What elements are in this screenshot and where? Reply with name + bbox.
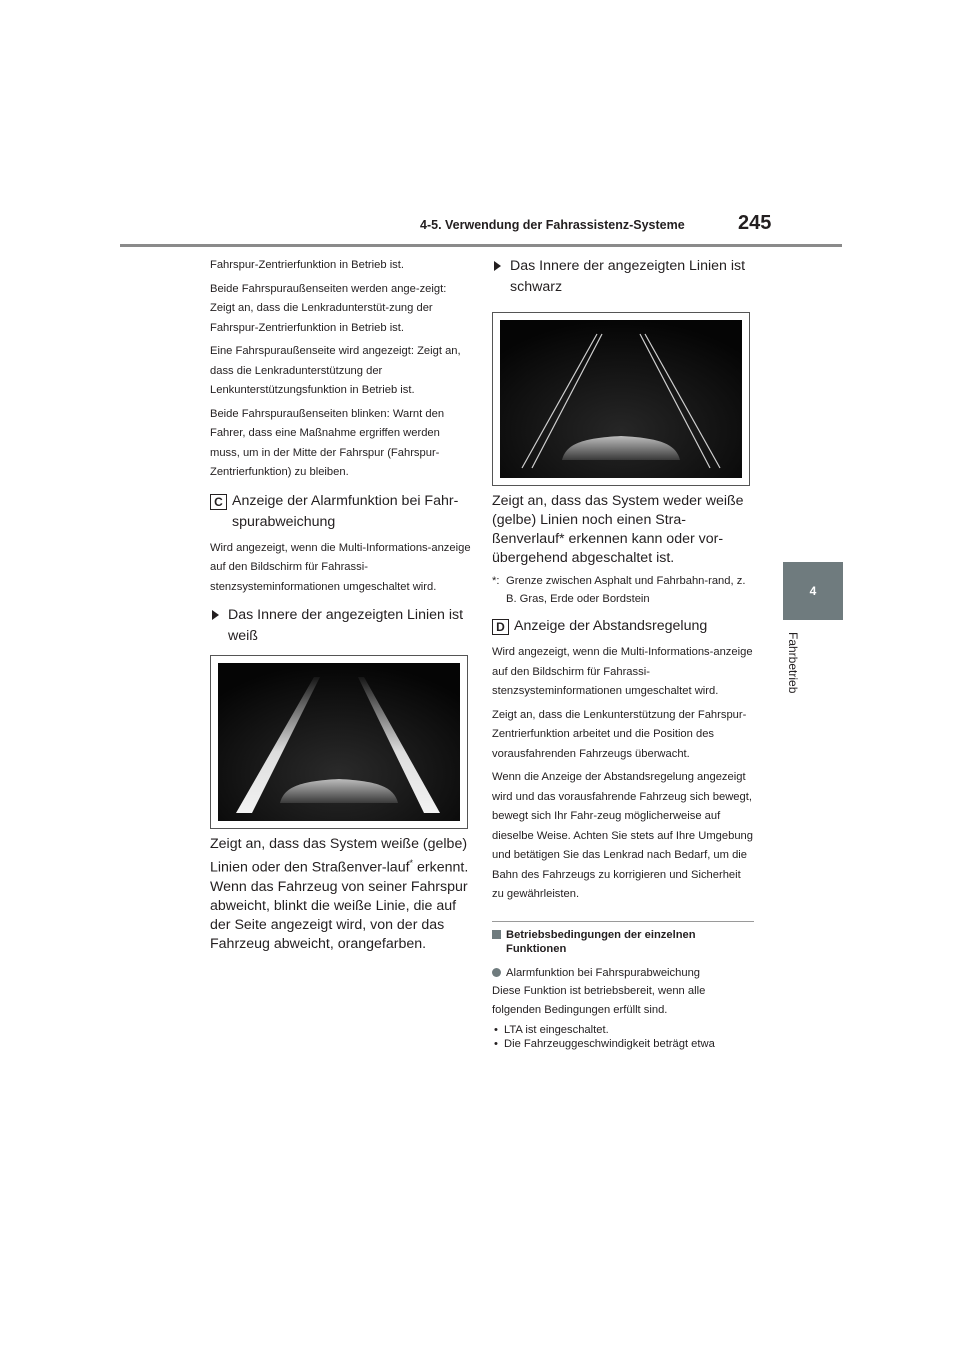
chapter-label: Fahrbetrieb: [786, 632, 800, 694]
caption-white-lines: Zeigt an, dass das System weiße (gelbe) Linien oder den Straßenver-lauf* erkennt. Wenn das Fahrzeug von seiner Fahrspur abweicht, blinkt die weiße Linie, die auf der Seite angezeigt wird, von der das Fahrzeug abweicht, orangefarben.: [210, 836, 469, 952]
lane-display-black-graphic: [500, 320, 742, 478]
paragraph: Zeigt an, dass die Lenkunterstützung der Fahrspur-Zentrierfunktion arbeitet und die Position des vorausfahrenden Fahrzeugs überwacht.: [492, 708, 747, 760]
square-bullet-icon: [492, 930, 501, 939]
left-column: [210, 256, 472, 954]
page-number: 245: [738, 212, 772, 234]
paragraph: Wird angezeigt, wenn die Multi-Informations-anzeige auf den Bildschirm für Fahrassi-stenzsysteminformationen umgeschaltet wird.: [210, 541, 471, 593]
paragraph: Fahrspur-Zentrierfunktion in Betrieb ist.: [210, 259, 404, 271]
circle-bullet-icon: [492, 968, 501, 977]
lane-display-white-graphic: [218, 663, 460, 821]
section-d-title: Anzeige der Abstandsregelung: [514, 618, 708, 634]
section-c-heading: [210, 491, 472, 533]
footnote: *: Grenze zwischen Asphalt und Fahrbahn-rand, z. B. Gras, Erde oder Bordstein: [492, 575, 746, 605]
conditions-item: Alarmfunktion bei Fahrspurabweichung: [492, 964, 754, 982]
conditions-heading: Betriebsbedingungen der einzelnen Funktionen: [492, 928, 754, 956]
section-d-heading: [492, 616, 754, 637]
bullet-black-lines: Das Innere der angezeigten Linien ist schwarz: [492, 256, 754, 298]
section-c-letter: C: [210, 494, 227, 510]
section-divider: [492, 921, 754, 922]
chapter-number: 4: [809, 584, 817, 598]
header-rule: [120, 244, 842, 247]
triangle-bullet-icon: [494, 261, 501, 271]
paragraph: Wird angezeigt, wenn die Multi-Informations-anzeige auf den Bildschirm für Fahrassi-stenzsysteminformationen umgeschaltet wird.: [492, 646, 753, 697]
section-title: 4-5. Verwendung der Fahrassistenz-Systeme: [420, 218, 685, 232]
section-d-letter: D: [492, 619, 509, 635]
paragraph: Beide Fahrspuraußenseiten werden ange-zeigt: Zeigt an, dass die Lenkradunterstüt-zung der Fahrspur-Zentrierfunktion in Betrieb ist.: [210, 282, 447, 334]
paragraph: Beide Fahrspuraußenseiten blinken: Warnt den Fahrer, dass eine Maßnahme ergriffen werden muss, um in der Mitte der Fahrspur (Fahrspur-Zentrierfunktion) zu bleiben.: [210, 407, 445, 478]
caption-black-lines: Zeigt an, dass das System weder weiße (gelbe) Linien noch einen Stra-ßenverlauf* erkennen kann oder vor-übergehend abgeschaltet ist.: [492, 493, 744, 566]
lane-display-black-image: [492, 312, 750, 486]
paragraph: Eine Fahrspuraußenseite wird angezeigt: Zeigt an, dass die Lenkradunterstützung der Lenkunterstützungsfunktion in Betrieb ist.: [210, 345, 461, 396]
triangle-bullet-icon: [212, 610, 219, 620]
list-item: • Die Fahrzeuggeschwindigkeit beträgt etwa: [492, 1037, 754, 1051]
lane-display-white-image: [210, 655, 468, 829]
chapter-tab[interactable]: [783, 562, 843, 620]
paragraph: Wenn die Anzeige der Abstandsregelung angezeigt wird und das vorausfahrende Fahrzeug sich bewegt, bewegt sich Ihr Fahr-zeug möglicherweise auf dieselbe Weise. Achten Sie stets auf Ihre Umgebung und betätigen Sie das Lenkrad nach Bedarf, um die Bahn des Fahrzeugs zu korrigieren und Sicherheit zu gewährleisten.: [492, 771, 753, 900]
right-column: [492, 256, 754, 1051]
paragraph: Diese Funktion ist betriebsbereit, wenn alle folgenden Bedingungen erfüllt sind.: [492, 984, 706, 1016]
bullet-white-lines: Das Innere der angezeigten Linien ist weiß: [210, 605, 472, 647]
section-c-title: Anzeige der Alarmfunktion bei Fahr-spurabweichung: [232, 492, 459, 530]
list-item: • LTA ist eingeschaltet.: [492, 1023, 754, 1037]
